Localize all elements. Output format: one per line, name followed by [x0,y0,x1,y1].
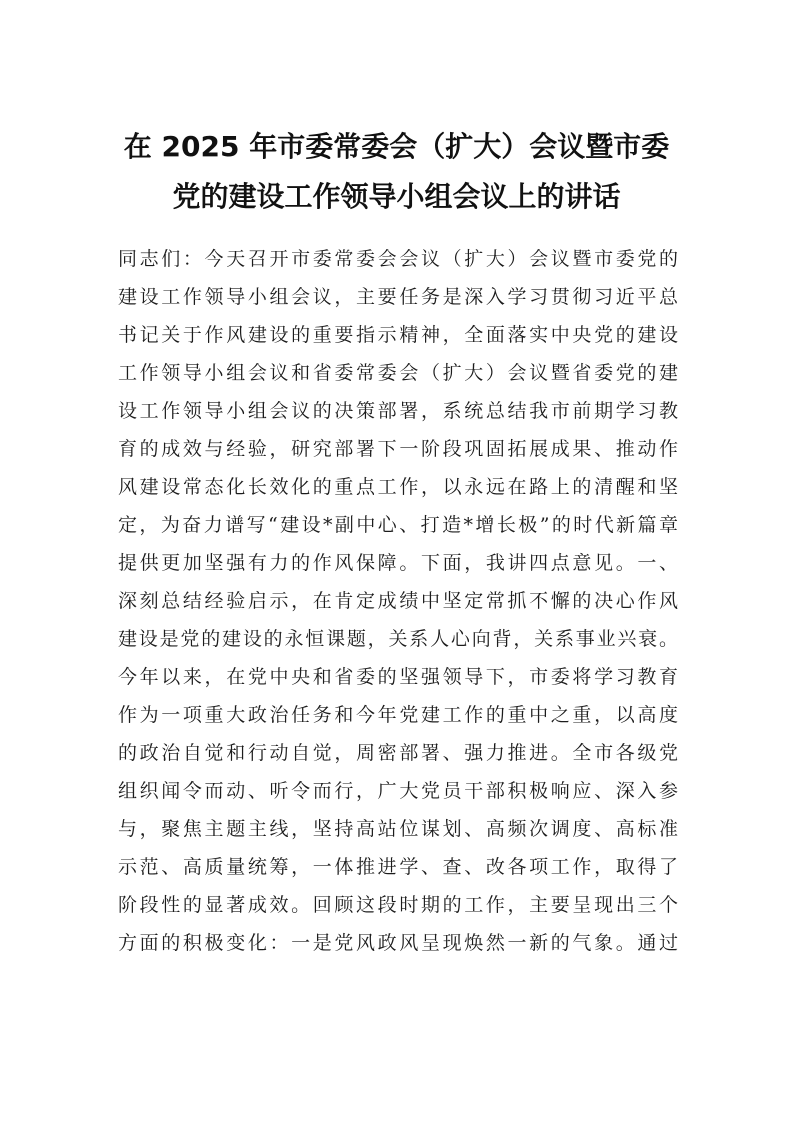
body-line: 工作领导小组会议和省委常委会（扩大）会议暨省委党的建 [118,362,678,384]
document-body [118,240,678,962]
body-line: 提供更加坚强有力的作风保障。下面，我讲四点意见。一、 [118,552,678,574]
body-line: 作为一项重大政治任务和今年党建工作的重中之重，以高度 [118,704,678,726]
body-line: 的政治自觉和行动自觉，周密部署、强力推进。全市各级党 [118,742,678,764]
body-line: 建设是党的建设的永恒课题，关系人心向背，关系事业兴衰。 [118,628,678,650]
body-line: 建设工作领导小组会议，主要任务是深入学习贯彻习近平总 [118,286,678,308]
body-line: 阶段性的显著成效。回顾这段时期的工作，主要呈现出三个 [118,894,678,916]
body-line: 今年以来，在党中央和省委的坚强领导下，市委将学习教育 [118,666,678,688]
document-title [100,122,693,222]
body-line: 设工作领导小组会议的决策部署，系统总结我市前期学习教 [118,400,678,422]
body-line: 组织闻令而动、听令而行，广大党员干部积极响应、深入参 [118,780,678,802]
title-line-2: 党的建设工作领导小组会议上的讲话 [172,180,621,213]
body-line: 示范、高质量统筹，一体推进学、查、改各项工作，取得了 [118,856,678,878]
body-line: 书记关于作风建设的重要指示精神，全面落实中央党的建设 [118,324,678,346]
body-line: 育的成效与经验，研究部署下一阶段巩固拓展成果、推动作 [118,438,678,460]
body-line: 方面的积极变化：一是党风政风呈现焕然一新的气象。通过 [118,932,678,954]
body-line: 同志们：今天召开市委常委会会议（扩大）会议暨市委党的 [118,248,678,270]
body-line: 风建设常态化长效化的重点工作，以永远在路上的清醒和坚 [118,476,678,498]
title-line-1: 在 2025 年市委常委会（扩大）会议暨市委 [123,130,670,163]
body-line: 与，聚焦主题主线，坚持高站位谋划、高频次调度、高标准 [118,818,678,840]
body-line: 深刻总结经验启示，在肯定成绩中坚定常抓不懈的决心作风 [118,590,678,612]
body-line: 定，为奋力谱写“建设*副中心、打造*增长极”的时代新篇章 [118,514,678,536]
